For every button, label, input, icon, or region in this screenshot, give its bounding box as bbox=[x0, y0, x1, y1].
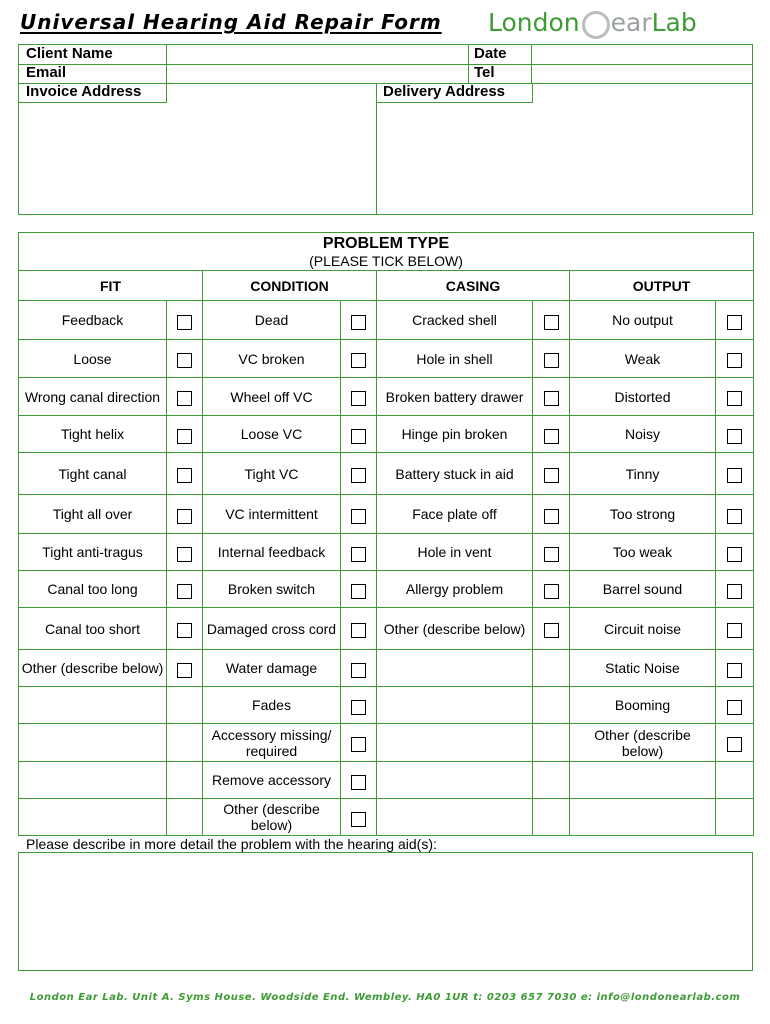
checkbox-cell-fit bbox=[167, 650, 203, 687]
checkbox-cell-fit bbox=[167, 762, 203, 799]
problem-row bbox=[19, 687, 754, 724]
checkbox-fit[interactable] bbox=[177, 429, 192, 444]
problem-label-casing: Cracked shell bbox=[377, 301, 533, 340]
delivery-address-label: Delivery Address bbox=[383, 83, 506, 100]
client-name-field[interactable] bbox=[166, 44, 469, 65]
checkbox-output[interactable] bbox=[727, 547, 742, 562]
problem-label-condition: Remove accessory bbox=[203, 762, 341, 799]
checkbox-cell-casing bbox=[533, 571, 570, 608]
checkbox-cell-casing bbox=[533, 724, 570, 762]
problem-row bbox=[19, 724, 754, 762]
problem-row bbox=[19, 650, 754, 687]
checkbox-output[interactable] bbox=[727, 584, 742, 599]
column-header-casing: CASING bbox=[377, 271, 570, 301]
checkbox-cell-fit bbox=[167, 571, 203, 608]
problem-label-condition: Damaged cross cord bbox=[203, 608, 341, 650]
checkbox-cell-casing bbox=[533, 340, 570, 378]
problem-label-casing: Face plate off bbox=[377, 495, 533, 534]
checkbox-condition[interactable] bbox=[351, 584, 366, 599]
checkbox-casing[interactable] bbox=[544, 623, 559, 638]
checkbox-condition[interactable] bbox=[351, 468, 366, 483]
problem-label-condition: Broken switch bbox=[203, 571, 341, 608]
problem-label-fit: Other (describe below) bbox=[19, 650, 167, 687]
problem-label-condition: Fades bbox=[203, 687, 341, 724]
date-label: Date bbox=[474, 45, 507, 62]
checkbox-cell-fit bbox=[167, 301, 203, 340]
checkbox-cell-fit bbox=[167, 687, 203, 724]
problem-label-fit: Canal too short bbox=[19, 608, 167, 650]
problem-label-casing bbox=[377, 650, 533, 687]
checkbox-cell-fit bbox=[167, 340, 203, 378]
checkbox-cell-condition bbox=[341, 495, 377, 534]
problem-label-fit: Tight canal bbox=[19, 453, 167, 495]
problem-label-fit bbox=[19, 724, 167, 762]
checkbox-output[interactable] bbox=[727, 429, 742, 444]
checkbox-cell-casing bbox=[533, 495, 570, 534]
checkbox-cell-output bbox=[716, 416, 754, 453]
problem-label-casing: Other (describe below) bbox=[377, 608, 533, 650]
problem-label-condition: Loose VC bbox=[203, 416, 341, 453]
problem-label-casing: Hole in shell bbox=[377, 340, 533, 378]
checkbox-cell-condition bbox=[341, 608, 377, 650]
checkbox-cell-condition bbox=[341, 340, 377, 378]
checkbox-cell-condition bbox=[341, 650, 377, 687]
checkbox-cell-condition bbox=[341, 762, 377, 799]
problem-row bbox=[19, 608, 754, 650]
problem-label-output: Booming bbox=[570, 687, 716, 724]
checkbox-cell-condition bbox=[341, 534, 377, 571]
problem-label-output: Too weak bbox=[570, 534, 716, 571]
problem-label-condition: Water damage bbox=[203, 650, 341, 687]
problem-label-casing bbox=[377, 724, 533, 762]
checkbox-cell-output bbox=[716, 495, 754, 534]
checkbox-cell-casing bbox=[533, 762, 570, 799]
problem-row bbox=[19, 762, 754, 799]
problem-label-casing: Battery stuck in aid bbox=[377, 453, 533, 495]
checkbox-cell-fit bbox=[167, 608, 203, 650]
checkbox-cell-fit bbox=[167, 453, 203, 495]
problem-label-casing: Allergy problem bbox=[377, 571, 533, 608]
checkbox-cell-condition bbox=[341, 724, 377, 762]
problem-label-fit: Tight helix bbox=[19, 416, 167, 453]
checkbox-cell-condition bbox=[341, 799, 377, 836]
checkbox-fit[interactable] bbox=[177, 353, 192, 368]
checkbox-fit[interactable] bbox=[177, 468, 192, 483]
checkbox-cell-output bbox=[716, 687, 754, 724]
problem-row bbox=[19, 416, 754, 453]
problem-label-fit: Tight all over bbox=[19, 495, 167, 534]
problem-row bbox=[19, 799, 754, 836]
checkbox-condition[interactable] bbox=[351, 775, 366, 790]
client-name-label: Client Name bbox=[26, 45, 113, 62]
checkbox-output[interactable] bbox=[727, 737, 742, 752]
checkbox-output[interactable] bbox=[727, 663, 742, 678]
problem-label-fit bbox=[19, 799, 167, 836]
problem-type-header bbox=[19, 233, 754, 271]
footer-contact: London Ear Lab. Unit A. Syms House. Woodside End. Wembley. HA0 1UR t: 0203 657 7030 e: info@londonearlab.com bbox=[29, 992, 741, 1003]
checkbox-condition[interactable] bbox=[351, 737, 366, 752]
checkbox-cell-fit bbox=[167, 724, 203, 762]
problem-label-condition: VC intermittent bbox=[203, 495, 341, 534]
checkbox-condition[interactable] bbox=[351, 547, 366, 562]
checkbox-fit[interactable] bbox=[177, 547, 192, 562]
problem-label-condition: Wheel off VC bbox=[203, 378, 341, 416]
problem-label-fit bbox=[19, 762, 167, 799]
checkbox-condition[interactable] bbox=[351, 353, 366, 368]
problem-label-fit bbox=[19, 687, 167, 724]
checkbox-condition[interactable] bbox=[351, 663, 366, 678]
checkbox-fit[interactable] bbox=[177, 315, 192, 330]
checkbox-cell-condition bbox=[341, 301, 377, 340]
checkbox-cell-condition bbox=[341, 453, 377, 495]
problem-row bbox=[19, 378, 754, 416]
checkbox-cell-condition bbox=[341, 378, 377, 416]
problem-label-casing bbox=[377, 799, 533, 836]
checkbox-cell-condition bbox=[341, 416, 377, 453]
invoice-address-label: Invoice Address bbox=[26, 83, 142, 100]
checkbox-casing[interactable] bbox=[544, 468, 559, 483]
checkbox-casing[interactable] bbox=[544, 353, 559, 368]
tel-label: Tel bbox=[474, 64, 495, 81]
checkbox-fit[interactable] bbox=[177, 584, 192, 599]
checkbox-fit[interactable] bbox=[177, 623, 192, 638]
date-field[interactable] bbox=[531, 44, 753, 65]
checkbox-output[interactable] bbox=[727, 623, 742, 638]
problem-label-output: Circuit noise bbox=[570, 608, 716, 650]
problem-row bbox=[19, 301, 754, 340]
checkbox-output[interactable] bbox=[727, 509, 742, 524]
checkbox-casing[interactable] bbox=[544, 584, 559, 599]
checkbox-cell-output bbox=[716, 608, 754, 650]
checkbox-cell-fit bbox=[167, 534, 203, 571]
form-title: Universal Hearing Aid Repair Form bbox=[20, 10, 442, 34]
checkbox-cell-casing bbox=[533, 453, 570, 495]
problem-label-condition: VC broken bbox=[203, 340, 341, 378]
problem-label-fit: Tight anti-tragus bbox=[19, 534, 167, 571]
problem-label-output: Noisy bbox=[570, 416, 716, 453]
checkbox-output[interactable] bbox=[727, 391, 742, 406]
problem-label-casing: Hinge pin broken bbox=[377, 416, 533, 453]
checkbox-casing[interactable] bbox=[544, 509, 559, 524]
problem-row bbox=[19, 534, 754, 571]
checkbox-cell-output bbox=[716, 650, 754, 687]
checkbox-cell-fit bbox=[167, 378, 203, 416]
problem-label-casing bbox=[377, 687, 533, 724]
checkbox-condition[interactable] bbox=[351, 623, 366, 638]
problem-label-condition: Accessory missing/ required bbox=[203, 724, 341, 762]
checkbox-condition[interactable] bbox=[351, 812, 366, 827]
logo-text-london: London bbox=[488, 8, 580, 37]
checkbox-cell-casing bbox=[533, 799, 570, 836]
problem-label-output bbox=[570, 799, 716, 836]
problem-label-output bbox=[570, 762, 716, 799]
problem-label-condition: Dead bbox=[203, 301, 341, 340]
checkbox-cell-casing bbox=[533, 687, 570, 724]
checkbox-cell-fit bbox=[167, 495, 203, 534]
checkbox-cell-casing bbox=[533, 378, 570, 416]
checkbox-output[interactable] bbox=[727, 468, 742, 483]
email-field[interactable] bbox=[166, 64, 469, 84]
checkbox-condition[interactable] bbox=[351, 429, 366, 444]
checkbox-condition[interactable] bbox=[351, 700, 366, 715]
checkbox-condition[interactable] bbox=[351, 509, 366, 524]
checkbox-cell-output bbox=[716, 571, 754, 608]
problem-label-output: Too strong bbox=[570, 495, 716, 534]
checkbox-cell-casing bbox=[533, 416, 570, 453]
checkbox-cell-output bbox=[716, 453, 754, 495]
checkbox-cell-output bbox=[716, 301, 754, 340]
checkbox-cell-output bbox=[716, 799, 754, 836]
checkbox-output[interactable] bbox=[727, 315, 742, 330]
checkbox-cell-fit bbox=[167, 416, 203, 453]
checkbox-cell-condition bbox=[341, 571, 377, 608]
problem-type-subtitle: (PLEASE TICK BELOW) bbox=[309, 252, 463, 269]
logo-text-lab: Lab bbox=[651, 8, 697, 37]
column-header-fit: FIT bbox=[19, 271, 203, 301]
checkbox-output[interactable] bbox=[727, 700, 742, 715]
checkbox-cell-output bbox=[716, 534, 754, 571]
checkbox-cell-output bbox=[716, 762, 754, 799]
london-ear-lab-logo bbox=[488, 8, 697, 37]
problem-label-condition: Other (describe below) bbox=[203, 799, 341, 836]
problem-row bbox=[19, 453, 754, 495]
checkbox-cell-fit bbox=[167, 799, 203, 836]
problem-label-output: Other (describe below) bbox=[570, 724, 716, 762]
checkbox-condition[interactable] bbox=[351, 315, 366, 330]
checkbox-cell-casing bbox=[533, 608, 570, 650]
problem-label-fit: Wrong canal direction bbox=[19, 378, 167, 416]
problem-label-casing: Hole in vent bbox=[377, 534, 533, 571]
problem-row bbox=[19, 571, 754, 608]
checkbox-cell-condition bbox=[341, 687, 377, 724]
checkbox-cell-casing bbox=[533, 301, 570, 340]
checkbox-condition[interactable] bbox=[351, 391, 366, 406]
problem-label-casing: Broken battery drawer bbox=[377, 378, 533, 416]
problem-label-output: Tinny bbox=[570, 453, 716, 495]
problem-label-casing bbox=[377, 762, 533, 799]
problem-label-output: Weak bbox=[570, 340, 716, 378]
problem-type-title: PROBLEM TYPE bbox=[322, 234, 450, 252]
column-header-output: OUTPUT bbox=[570, 271, 754, 301]
problem-label-output: No output bbox=[570, 301, 716, 340]
column-header-condition: CONDITION bbox=[203, 271, 377, 301]
checkbox-output[interactable] bbox=[727, 353, 742, 368]
problem-label-condition: Internal feedback bbox=[203, 534, 341, 571]
problem-label-fit: Loose bbox=[19, 340, 167, 378]
problem-label-fit: Canal too long bbox=[19, 571, 167, 608]
problem-type-table bbox=[18, 232, 754, 836]
checkbox-fit[interactable] bbox=[177, 391, 192, 406]
problem-row bbox=[19, 495, 754, 534]
checkbox-casing[interactable] bbox=[544, 547, 559, 562]
description-field[interactable] bbox=[18, 852, 753, 971]
checkbox-fit[interactable] bbox=[177, 509, 192, 524]
description-label: Please describe in more detail the problem with the hearing aid(s): bbox=[26, 836, 437, 852]
checkbox-cell-casing bbox=[533, 650, 570, 687]
problem-label-condition: Tight VC bbox=[203, 453, 341, 495]
checkbox-casing[interactable] bbox=[544, 315, 559, 330]
ear-ring-icon bbox=[582, 11, 610, 39]
email-label: Email bbox=[26, 64, 67, 81]
problem-label-fit: Feedback bbox=[19, 301, 167, 340]
checkbox-casing[interactable] bbox=[544, 391, 559, 406]
checkbox-cell-output bbox=[716, 724, 754, 762]
problem-label-output: Distorted bbox=[570, 378, 716, 416]
problem-row bbox=[19, 340, 754, 378]
tel-field[interactable] bbox=[531, 64, 753, 84]
checkbox-cell-casing bbox=[533, 534, 570, 571]
checkbox-cell-output bbox=[716, 340, 754, 378]
checkbox-cell-output bbox=[716, 378, 754, 416]
checkbox-fit[interactable] bbox=[177, 663, 192, 678]
checkbox-casing[interactable] bbox=[544, 429, 559, 444]
problem-label-output: Barrel sound bbox=[570, 571, 716, 608]
problem-label-output: Static Noise bbox=[570, 650, 716, 687]
logo-text-ear: ear bbox=[610, 8, 652, 37]
